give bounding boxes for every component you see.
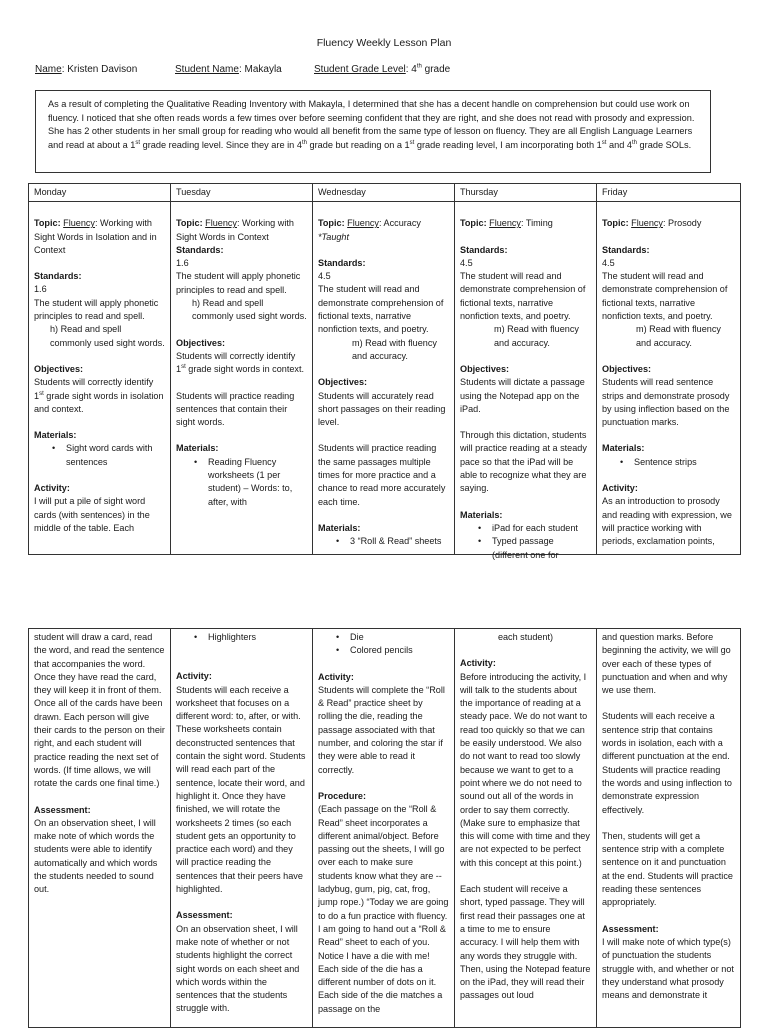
- thursday-material-1: • iPad for each student: [460, 522, 591, 535]
- friday-cell-continued: [597, 629, 741, 1028]
- topic-label: Topic:: [34, 218, 61, 229]
- materials-label: Materials:: [176, 443, 219, 454]
- topic-label: Topic:: [176, 218, 203, 229]
- friday-topic-text: : Prosody: [662, 218, 702, 229]
- friday-assessment: I will make note of which type(s) of punctuation the students struggle with, and whether or not they understand what prosody means and demonstrate it: [602, 936, 734, 1001]
- topic-label: Topic:: [318, 218, 345, 229]
- monday-cell: [29, 202, 171, 555]
- intro-sup-2: th: [301, 139, 307, 146]
- standards-label: Standards:: [176, 244, 224, 255]
- wednesday-material-1: • 3 “Roll & Read” sheets: [318, 535, 449, 548]
- friday-material-1: • Sentence strips: [602, 456, 735, 469]
- wednesday-cell-continued: [313, 629, 455, 1028]
- assessment-label: Assessment:: [176, 910, 233, 921]
- activity-label: Activity:: [602, 483, 638, 494]
- monday-standard-text: The student will apply phonetic principles to read and spell.: [34, 297, 159, 322]
- lesson-plan-table-page-1: [28, 183, 741, 560]
- fluency-word: Fluency: [631, 218, 663, 229]
- wednesday-objective-2: Students will practice reading the same passages multiple times for more practice and a chance to read more accurately each time.: [318, 443, 446, 507]
- monday-standard-number: 1.6: [34, 284, 47, 295]
- intro-text-1: As a result of completing the Qualitative Reading Inventory with Makayla, I determined that she has a decent handle on comprehension but could use work on fluency. I noticed that she often reads words a few times over before seeming confident that they are right, and she does not read with prosody and expression. She has 2 other students in her small group for reading who would all benefit from the same type of lesson on fluency. They are all English Language Learners and read at about a 1: [48, 99, 695, 150]
- intro-text-2: grade reading level. Since they are in 4: [140, 139, 302, 150]
- thursday-topic-text: : Timing: [520, 218, 553, 229]
- objectives-label: Objectives:: [318, 377, 368, 388]
- wednesday-standard-number: 4.5: [318, 271, 331, 282]
- friday-standard-number: 4.5: [602, 257, 615, 268]
- grade-value: : 4: [405, 64, 417, 75]
- friday-standard-text: The student will read and demonstrate comprehension of fictional texts, narrative nonfiction texts, and poetry.: [602, 271, 728, 322]
- grade-label: Student Grade Level: [314, 64, 406, 75]
- wednesday-material-3: • Colored pencils: [318, 644, 449, 657]
- objectives-label: Objectives:: [176, 337, 226, 348]
- friday-activity-part-2: and question marks. Before beginning the activity, we will go over each of these types of punctuation and when and why we use them.: [602, 632, 731, 696]
- monday-objective-sup: st: [39, 390, 44, 397]
- plan-row-1: [29, 202, 741, 555]
- monday-cell-continued: [29, 629, 171, 1028]
- activity-label: Activity:: [318, 671, 354, 682]
- student-value: : Makayla: [238, 64, 282, 75]
- objectives-label: Objectives:: [602, 363, 652, 374]
- wednesday-topic: [318, 217, 449, 230]
- name-label: Name: [35, 64, 62, 75]
- wednesday-activity: Students will complete the “Roll & Read” practice sheet by rolling the die, reading the passage associated with that number, and coloring the star if they were able to read it correctly.: [318, 684, 445, 775]
- intro-text-6: grade SOLs.: [637, 139, 692, 150]
- thursday-activity-part-2: Each student will receive a short, typed passage. They will first read their passages one at a time to me to ensure accuracy. I will help them with any words they struggle with. Then, using the Notepad feature on the iPad, they will read their passages out loud: [460, 884, 591, 1001]
- plan-row-2: [29, 629, 741, 1028]
- wednesday-topic-text: : Accuracy: [378, 218, 421, 229]
- student-name-field: [175, 64, 282, 75]
- thursday-cell-continued: [455, 629, 597, 1028]
- tuesday-objective: [176, 350, 307, 377]
- tuesday-assessment: On an observation sheet, I will make note of whether or not students highlight the correct sight words on each sheet and which words within the sentences that the students struggle with.: [176, 923, 300, 1014]
- monday-objective-a: Students will correctly identify 1: [34, 377, 154, 401]
- intro-sup-4: st: [601, 139, 607, 146]
- day-header-tuesday: Tuesday: [171, 184, 313, 202]
- friday-objective-1: Students will read sentence strips and demonstrate prosody by using inflection based on the punctuation marks.: [602, 377, 730, 428]
- monday-objective: [34, 376, 165, 416]
- tuesday-objective-a: Students will correctly identify 1: [176, 350, 296, 375]
- thursday-objective-2: Through this dictation, students will practice reading at a steady pace so that the iPad will be able to recognize what they are saying.: [460, 430, 587, 494]
- tuesday-activity: Students will each receive a worksheet that focuses on a different word: to, after, or with. These worksheets contain deconstructed sentences that contain the sight word. Students will read each part of the sentence, locate their word, and highlight it. Once they have finished, we will rotate the worksheets 2 times (so each student gets an opportunity to practice each word) and they will practice reading the sentences that their peers have highlighted.: [176, 684, 306, 895]
- intro-sup-1: st: [135, 139, 141, 146]
- day-header-thursday: Thursday: [455, 184, 597, 202]
- student-label: Student Name: [175, 64, 239, 75]
- thursday-objective-1: Students will dictate a passage using the Notepad app on the iPad.: [460, 377, 585, 414]
- wednesday-procedure: (Each passage on the “Roll & Read” sheet incorporates a different animal/object. Before passing out the sheets, I will go over each to make sure students know what they are -- ladybug, gum, pig, cat, frog, jump rope.) “Today we are going to do a fun practice with fluency. I am going to hand out a “Roll & Read” sheet to each of you. Notice I have a die with me! Each side of the die has a different number of dots on it. Each side of the die matches a passage on the: [318, 804, 449, 1014]
- activity-label: Activity:: [460, 658, 496, 669]
- day-header-row: [29, 184, 741, 202]
- fluency-word: Fluency: [205, 218, 237, 229]
- thursday-standard-number: 4.5: [460, 257, 473, 268]
- topic-label: Topic:: [460, 218, 487, 229]
- thursday-material-2-continued: each student): [497, 632, 554, 642]
- monday-activity-part-2: student will draw a card, read the word, and read the sentence that accompanies the word. Once they have read the card, they will keep it in front of them. Once all of the cards have been drawn. Each person will give their cards to the person on their right, and each student will practice reading the next set of words. (If time allows, we will rotate the cards one final time.): [34, 632, 165, 789]
- objectives-label: Objectives:: [34, 363, 84, 374]
- tuesday-cell: [171, 202, 313, 555]
- intro-paragraph: [35, 90, 711, 173]
- tuesday-standard-text: The student will apply phonetic principles to read and spell.: [176, 271, 301, 295]
- thursday-activity-part-1: Before introducing the activity, I will talk to the students about the importance of reading at a steady pace. We do not want to read too quickly so that we can be easily understood. We also do not want to read too slowly because we want to get to a point where we do not need to sound out all of the words in order to say them correctly. (Make sure to emphasize that this will come with time and they are not expected to be perfect with this concept at this point.): [460, 671, 590, 868]
- standards-label: Standards:: [34, 271, 82, 282]
- intro-text-3: grade but reading on a 1: [306, 139, 410, 150]
- assessment-label: Assessment:: [602, 923, 659, 934]
- wednesday-objective-1: Students will accurately read short passages on their reading level.: [318, 390, 446, 428]
- assessment-label: Assessment:: [34, 804, 91, 815]
- tuesday-objective-sup: st: [181, 364, 186, 371]
- procedure-label: Procedure:: [318, 790, 367, 801]
- day-header-monday: Monday: [29, 184, 171, 202]
- standards-label: Standards:: [602, 244, 650, 255]
- friday-cell: [597, 202, 741, 555]
- tuesday-objective-2: Students will practice reading sentences that contain their sight words.: [176, 390, 295, 428]
- tuesday-material-2: • Highlighters: [176, 631, 307, 644]
- thursday-topic: [460, 217, 591, 230]
- friday-activity-part-3: Students will each receive a sentence strip that contains words in isolation, each with a different punctuation at the end. Students will practice reading the words and using inflection to demonstrate expression effectively.: [602, 711, 732, 815]
- materials-label: Materials:: [460, 509, 503, 520]
- monday-topic: [34, 217, 165, 257]
- monday-topic-text: : Working with Sight Words in Isolation and in Context: [34, 218, 157, 255]
- wednesday-taught-note: *Taught: [318, 231, 350, 242]
- tuesday-cell-continued: [171, 629, 313, 1028]
- name-value: : Kristen Davison: [61, 64, 138, 75]
- thursday-standard-sub: m) Read with fluency and accuracy.: [494, 324, 579, 348]
- tuesday-material-1: • Reading Fluency worksheets (1 per student) – Words: to, after, with: [176, 456, 307, 509]
- thursday-material-2: • Typed passage (different one for: [460, 535, 591, 562]
- fluency-word: Fluency: [489, 218, 521, 229]
- monday-assessment: On an observation sheet, I will make note of which words the students were able to identify automatically and which words the students needed to sound out.: [34, 817, 158, 895]
- intro-text-5: and 4: [606, 139, 632, 150]
- day-header-friday: Friday: [597, 184, 741, 202]
- tuesday-standard-sub: h) Read and spell commonly used sight words.: [192, 298, 307, 322]
- topic-label: Topic:: [602, 218, 629, 229]
- friday-activity-part-1: As an introduction to prosody and reading with expression, we will practice working with periods, exclamation points,: [602, 496, 732, 547]
- tuesday-objective-b: grade sight words in context.: [185, 364, 305, 375]
- intro-sup-5: th: [631, 139, 637, 146]
- wednesday-material-2: • Die: [318, 631, 449, 644]
- standards-label: Standards:: [318, 257, 366, 268]
- monday-objective-b: grade sight words in isolation and context.: [34, 390, 164, 414]
- fluency-word: Fluency: [63, 218, 95, 229]
- materials-label: Materials:: [318, 522, 361, 533]
- activity-label: Activity:: [34, 483, 70, 494]
- monday-standard-sub: h) Read and spell commonly used sight words.: [50, 324, 165, 348]
- materials-label: Materials:: [34, 430, 77, 441]
- wednesday-standard-sub: m) Read with fluency and accuracy.: [352, 337, 437, 361]
- document-title: Fluency Weekly Lesson Plan: [316, 37, 452, 49]
- grade-level-field: [314, 64, 450, 75]
- teacher-name-field: [35, 64, 137, 75]
- friday-activity-part-4: Then, students will get a sentence strip with a complete sentence on it and punctuation at the end. Students will practice reading these sentences appropriately.: [602, 830, 733, 908]
- objectives-label: Objectives:: [460, 363, 510, 374]
- friday-standard-sub: m) Read with fluency and accuracy.: [636, 324, 721, 348]
- tuesday-standard-number: 1.6: [176, 258, 189, 269]
- wednesday-cell: [313, 202, 455, 555]
- lesson-plan-table-page-2: [28, 628, 741, 1028]
- intro-sup-3: st: [409, 139, 415, 146]
- tuesday-topic: [176, 217, 307, 244]
- grade-suffix: grade: [421, 64, 451, 75]
- intro-text-4: grade reading level, I am incorporating both 1: [414, 139, 602, 150]
- monday-activity-part-1: I will put a pile of sight word cards (with sentences) in the middle of the table. Each: [34, 496, 150, 533]
- grade-sup: th: [416, 63, 422, 70]
- standards-label: Standards:: [460, 244, 508, 255]
- materials-label: Materials:: [602, 443, 645, 454]
- wednesday-standard-text: The student will read and demonstrate comprehension of fictional texts, narrative nonfiction texts, and poetry.: [318, 284, 444, 335]
- activity-label: Activity:: [176, 671, 212, 682]
- thursday-cell: [455, 202, 597, 560]
- thursday-standard-text: The student will read and demonstrate comprehension of fictional texts, narrative nonfiction texts, and poetry.: [460, 271, 586, 322]
- tuesday-topic-text: : Working with Sight Words in Context: [176, 218, 294, 242]
- monday-material-1: • Sight word cards with sentences: [34, 442, 165, 469]
- day-header-wednesday: Wednesday: [313, 184, 455, 202]
- friday-topic: [602, 217, 735, 230]
- fluency-word: Fluency: [347, 218, 379, 229]
